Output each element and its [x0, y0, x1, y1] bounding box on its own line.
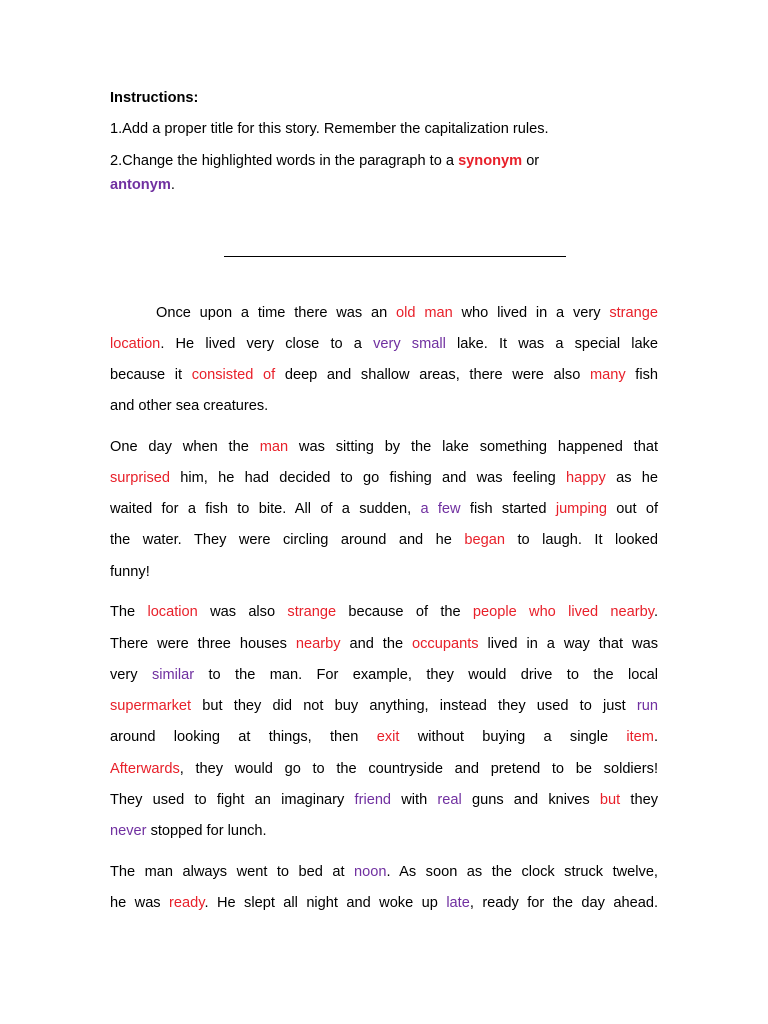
antonym-highlight: real — [437, 792, 462, 808]
synonym-highlight: surprised — [110, 470, 171, 486]
synonym-highlight: old man — [396, 305, 453, 321]
synonym-highlight: Afterwards — [110, 761, 180, 777]
synonym-highlight: location — [147, 604, 198, 620]
story-line — [156, 304, 658, 322]
instruction-item-1: 1.Add a proper title for this story. Remember the capitalization rules. — [110, 121, 549, 137]
synonym-highlight: item — [626, 729, 654, 745]
story-line — [110, 335, 658, 353]
story-text: he was — [110, 895, 170, 911]
story-text: and other sea creatures. — [110, 398, 269, 414]
story-line — [110, 894, 658, 912]
story-text: because it — [110, 367, 192, 383]
instruction-item-2-end: . — [170, 177, 175, 193]
story-text: funny! — [110, 564, 150, 580]
story-line — [110, 469, 658, 487]
story-text: lived in a way that was — [478, 636, 658, 652]
antonym-highlight: very small — [373, 336, 446, 352]
synonym-highlight: strange — [287, 604, 337, 620]
story-line — [110, 500, 658, 518]
story-line — [110, 791, 658, 809]
story-line — [110, 438, 658, 456]
story-text: . He lived very close to a — [160, 336, 374, 352]
synonym-highlight: occupants — [412, 636, 479, 652]
antonym-keyword: antonym — [110, 177, 171, 193]
instruction-item-2-text: 2.Change the highlighted words in the paragraph to a — [110, 153, 459, 169]
story-text: out of — [606, 501, 658, 517]
synonym-highlight: happy — [566, 470, 606, 486]
story-text: lake. It was a special lake — [445, 336, 658, 352]
synonym-highlight: people who lived nearby — [472, 604, 654, 620]
antonym-highlight: a few — [420, 501, 461, 517]
story-text: with — [391, 792, 438, 808]
story-text: was sitting by the lake something happened that — [288, 439, 659, 455]
story-text: they — [620, 792, 659, 808]
story-text: There were three houses — [110, 636, 296, 652]
story-text: him, he had decided to go fishing and was feeling — [170, 470, 567, 486]
story-text: stopped for lunch. — [146, 823, 267, 839]
story-line — [110, 760, 658, 778]
instructions-heading: Instructions: — [110, 90, 199, 106]
story-text: . — [653, 604, 659, 620]
story-line — [110, 697, 658, 715]
synonym-highlight: nearby — [295, 636, 341, 652]
synonym-highlight: began — [464, 532, 505, 548]
synonym-highlight: location — [110, 336, 161, 352]
antonym-highlight: never — [110, 823, 147, 839]
story-line — [110, 666, 658, 684]
story-text: but they did not buy anything, instead they used to just — [191, 698, 637, 714]
synonym-highlight: exit — [376, 729, 400, 745]
story-line — [110, 728, 658, 746]
antonym-highlight: friend — [354, 792, 392, 808]
story-text: without buying a single — [399, 729, 627, 745]
synonym-highlight: jumping — [555, 501, 607, 517]
story-text: because of the — [336, 604, 473, 620]
story-text: . He slept all night and woke up — [204, 895, 447, 911]
story-line — [110, 603, 658, 621]
story-text: deep and shallow areas, there were also — [275, 367, 590, 383]
story-text: and the — [340, 636, 413, 652]
story-text: waited for a fish to bite. All of a sudden, — [110, 501, 421, 517]
story-text: the water. They were circling around and he — [110, 532, 465, 548]
story-text: The — [110, 604, 148, 620]
title-blank — [224, 244, 566, 262]
story-text: was also — [197, 604, 288, 620]
story-text: , they would go to the countryside and pretend to be soldiers! — [179, 761, 658, 777]
story-text: as he — [605, 470, 658, 486]
story-line — [110, 366, 658, 384]
antonym-highlight: late — [446, 895, 470, 911]
synonym-keyword: synonym — [458, 153, 523, 169]
synonym-highlight: man — [259, 439, 289, 455]
story-text: . As soon as the clock struck twelve, — [386, 864, 658, 880]
story-text: One day when the — [110, 439, 260, 455]
antonym-highlight: similar — [151, 667, 195, 683]
synonym-highlight: ready — [169, 895, 205, 911]
story-text: . — [653, 729, 658, 745]
story-line — [110, 531, 658, 549]
story-text: They used to fight an imaginary — [110, 792, 355, 808]
story-line — [110, 635, 658, 653]
story-line — [110, 397, 658, 415]
story-text: The man always went to bed at — [110, 864, 354, 880]
antonym-highlight: noon — [353, 864, 387, 880]
story-line — [110, 563, 658, 581]
story-text: to laugh. It looked — [504, 532, 658, 548]
synonym-highlight: strange — [609, 305, 658, 321]
story-line — [110, 822, 658, 840]
instruction-item-2-continued — [110, 176, 658, 194]
instruction-item-2 — [110, 152, 658, 170]
story-text: fish started — [460, 501, 556, 517]
story-text: , ready for the day ahead. — [469, 895, 659, 911]
story-text: around looking at things, then — [110, 729, 377, 745]
story-text: Once upon a time there was an — [156, 305, 397, 321]
synonym-highlight: supermarket — [110, 698, 192, 714]
story-text: very — [110, 667, 152, 683]
synonym-highlight: consisted of — [191, 367, 276, 383]
story-text: guns and knives — [461, 792, 600, 808]
story-line — [110, 863, 658, 881]
story-text: fish — [625, 367, 658, 383]
instruction-item-2-or: or — [522, 153, 540, 169]
story-text: who lived in a very — [452, 305, 610, 321]
synonym-highlight: many — [589, 367, 626, 383]
story-text: to the man. For example, they would drive to the local — [194, 667, 659, 683]
synonym-highlight: but — [599, 792, 621, 808]
antonym-highlight: run — [636, 698, 658, 714]
